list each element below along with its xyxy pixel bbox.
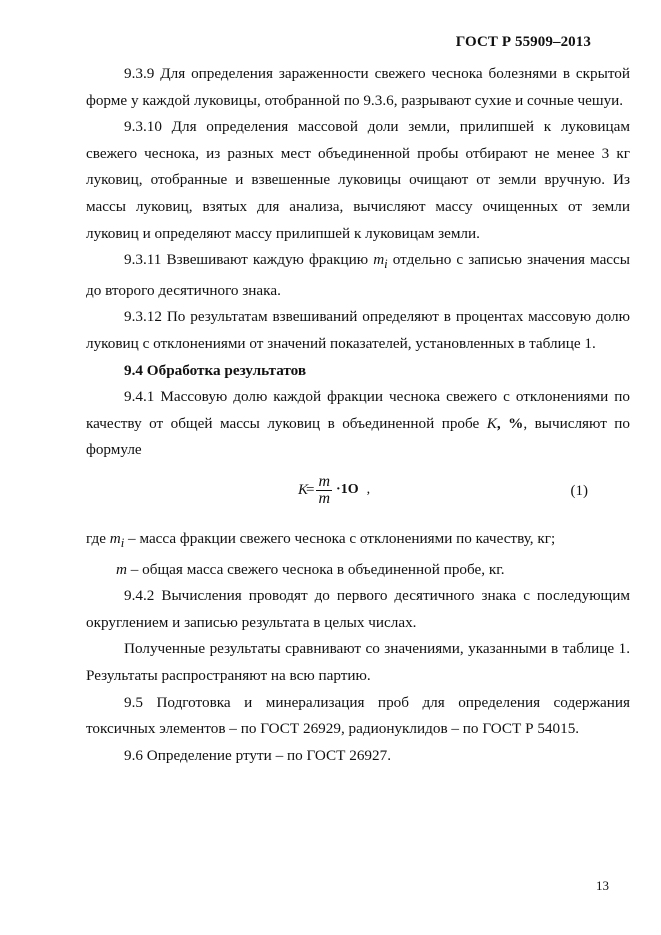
page-number: 13 [596,878,609,893]
formula-numerator: m [318,472,331,490]
formula-multiplier: ·1O [336,482,359,498]
formula-equals: = [306,481,315,498]
percent-unit: , % [496,414,524,432]
formula-1 [86,468,630,526]
formula-fraction [316,474,332,507]
variable-m: m [373,251,385,269]
formula-expression [298,474,370,507]
section-heading-9-4: 9.4 Обработка результатов [124,361,307,379]
formula-lhs: K [298,481,309,498]
document-body [86,61,630,769]
formula-comma: , [366,482,371,498]
definition-subscript-i: i [120,535,125,550]
paragraph-9-3-10: 9.3.10 Для определения массовой доли земли, прилипшей к луковицам свежего чеснока, из разных мест объединенной пробы отбирают не менее 3 кг луковиц, отобранные и взвешенные луковицы очищают от земли вручную. Из массы луковиц, взятых для анализа, вычисляют массу очищенных от земли луковиц и определяют массу прилипшей к луковицам земли. [86,118,630,242]
variable-subscript-i: i [384,257,388,272]
paragraph-9-4-1-lead: 9.4.1 Массовую долю каждой фракции чеснока свежего с отклонениями по качеству от общей массы луковиц в объединенной пробе [86,388,630,432]
paragraph-results-compare: Полученные результаты сравнивают со значениями, указанными в таблице 1. Результаты распространяют на всю партию. [86,640,630,684]
paragraph-9-4-1-tail: , вычисляют по формуле [86,414,631,459]
paragraph-9-6: 9.6 Определение ртути – по ГОСТ 26927. [124,746,392,764]
definition-variable-m-total: m [116,560,127,578]
standard-header: ГОСТ Р 55909–2013 [455,34,591,50]
paragraph-9-3-12: 9.3.12 По результатам взвешиваний определяют в процентах массовую долю луковиц с отклонениями от значений показателей, установленных в таблице 1. [86,308,630,352]
definition-m [86,557,630,584]
definition-variable-m: m [109,529,121,547]
paragraph-9-3-11 [86,247,630,304]
paragraph-9-4-1 [86,384,630,464]
definition-mi-text: – масса фракции свежего чеснока с отклонениями по качеству, кг; [124,529,556,547]
formula-denominator: m [318,489,331,507]
definition-lead: где [86,529,110,547]
paragraph-9-5: 9.5 Подготовка и минерализация проб для определения содержания токсичных элементов – по ГОСТ 26929, радионуклидов – по ГОСТ Р 54015. [86,693,630,738]
paragraph-9-3-11-lead: 9.3.11 Взвешивают каждую фракцию [124,251,374,269]
definition-mi [86,526,630,557]
variable-k: K [486,414,497,432]
paragraph-9-3-11-tail: отдельно с записью значения массы до второго десятичного знака. [86,251,630,299]
paragraph-9-3-9: 9.3.9 Для определения зараженности свежего чеснока болезнями в скрытой форме у каждой луковицы, отобранной по 9.3.6, разрывают сухие и сочные чешуи. [86,65,630,109]
definition-m-text: – общая масса свежего чеснока в объединенной пробе, кг. [126,560,505,578]
paragraph-9-4-2: 9.4.2 Вычисления проводят до первого десятичного знака с последующим округлением и записью результата в целых числах. [86,587,630,631]
formula-number: (1) [570,482,588,499]
